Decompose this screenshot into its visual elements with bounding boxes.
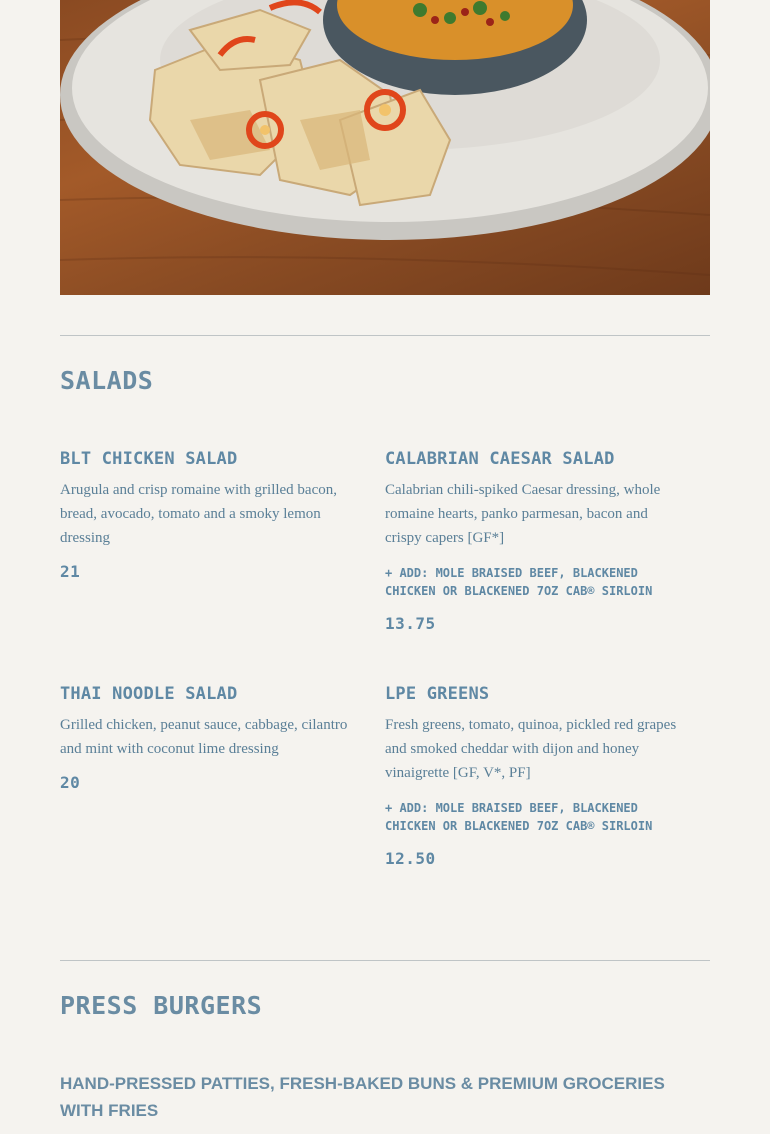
menu-item-lpe-greens xyxy=(385,683,685,868)
item-name: CALABRIAN CAESAR SALAD xyxy=(385,449,615,469)
item-price: 21 xyxy=(60,562,81,581)
item-description: Grilled chicken, peanut sauce, cabbage, cilantro and mint with coconut lime dressing xyxy=(60,717,348,757)
item-description: Arugula and crisp romaine with grilled bacon, bread, avocado, tomato and a smoky lemon dressing xyxy=(60,482,338,546)
item-addon: + ADD: MOLE BRAISED BEEF, BLACKENED CHICKEN OR BLACKENED 7OZ CAB® SIRLOIN xyxy=(385,566,653,598)
item-price: 12.50 xyxy=(385,849,436,868)
item-name: BLT CHICKEN SALAD xyxy=(60,449,238,469)
menu-item-thai-noodle-salad xyxy=(60,683,360,792)
section-subtitle-burgers: HAND-PRESSED PATTIES, FRESH-BAKED BUNS & PREMIUM GROCERIES WITH FRIES xyxy=(60,1074,665,1120)
item-name: LPE GREENS xyxy=(385,684,490,704)
section-divider xyxy=(60,335,710,336)
food-photo xyxy=(60,0,710,295)
menu-item-calabrian-caesar-salad xyxy=(385,448,685,633)
item-price: 13.75 xyxy=(385,614,436,633)
item-addon: + ADD: MOLE BRAISED BEEF, BLACKENED CHICKEN OR BLACKENED 7OZ CAB® SIRLOIN xyxy=(385,801,653,833)
section-title-press-burgers: PRESS BURGERS xyxy=(60,991,263,1020)
section-title-salads: SALADS xyxy=(60,366,154,395)
item-description: Calabrian chili-spiked Caesar dressing, whole romaine hearts, panko parmesan, bacon and crispy capers [GF*] xyxy=(385,482,661,546)
item-price: 20 xyxy=(60,773,81,792)
section-divider xyxy=(60,960,710,961)
item-description: Fresh greens, tomato, quinoa, pickled red grapes and smoked cheddar with dijon and honey vinaigrette [GF, V*, PF] xyxy=(385,717,677,781)
item-name: THAI NOODLE SALAD xyxy=(60,684,238,704)
menu-item-blt-chicken-salad xyxy=(60,448,360,581)
